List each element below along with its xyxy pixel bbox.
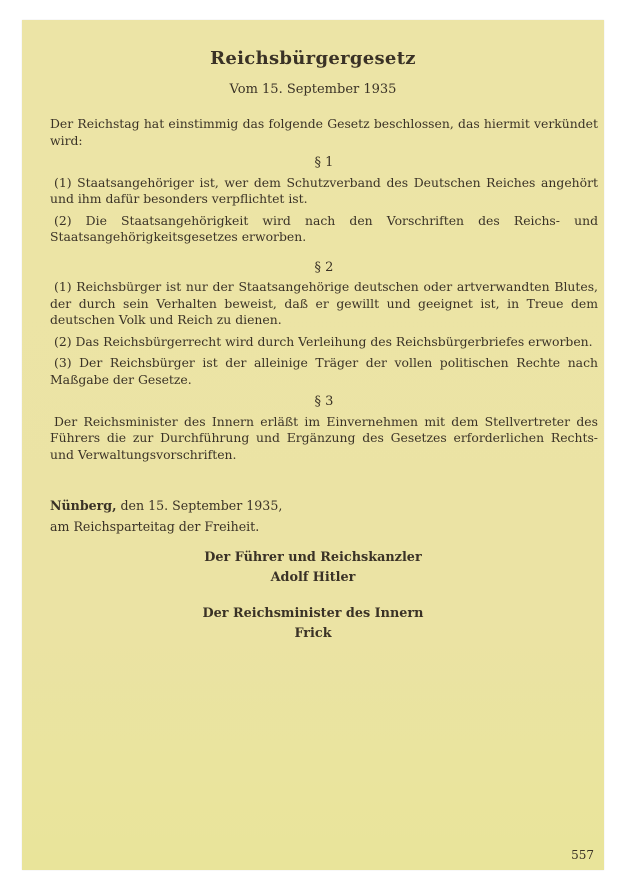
section-2-paragraph-2: (2) Das Reichsbürgerrecht wird durch Verleihung des Reichsbürgerbriefes erworben. <box>54 333 593 349</box>
page-number: 557 <box>571 848 594 862</box>
closing-line-1 <box>50 495 590 516</box>
document-page <box>22 20 604 870</box>
closing-block <box>50 495 590 537</box>
section-mark-3: § 3 <box>314 394 334 409</box>
section-2-paragraph-3: (3) Der Reichsbürger ist der alleinige Träger der vollen politischen Rechte nach Maßgabe der Gesetze. <box>50 355 598 387</box>
closing-place: Nünberg, <box>50 498 117 513</box>
closing-occasion: am Reichsparteitag der Freiheit. <box>50 519 260 534</box>
preamble: Der Reichstag hat einstimmig das folgende Gesetz beschlossen, das hiermit verkündet wird: <box>50 116 598 148</box>
document-date-line: Vom 15. September 1935 <box>229 82 397 97</box>
signature-1-name: Adolf Hitler <box>270 570 356 585</box>
signature-block-2 <box>22 604 604 644</box>
section-2-paragraph-1: (1) Reichsbürger ist nur der Staatsangehörige deutschen oder artverwandten Blutes, der durch sein Verhalten beweist, daß er gewillt und geeignet ist, in Treue dem deutschen Volk und Reich zu dienen. <box>50 279 598 327</box>
section-mark-2: § 2 <box>314 259 334 275</box>
closing-date: den 15. September 1935, <box>120 498 283 513</box>
signature-block-1 <box>22 548 604 588</box>
section-3-paragraph-1: Der Reichsminister des Innern erläßt im Einvernehmen mit dem Stellvertreter des Führers die zur Durchführung und Ergänzung des Gesetzes erforderlichen Rechts- und Verwaltungsvorschriften. <box>50 413 598 462</box>
signature-1-role: Der Führer und Reichskanzler <box>204 550 422 565</box>
section-mark-1: § 1 <box>314 155 334 170</box>
document-body <box>50 116 598 463</box>
signature-2-role: Der Reichsminister des Innern <box>202 606 424 621</box>
section-1-paragraph-2: (2) Die Staatsangehörigkeit wird nach den Vorschriften des Reichs- und Staatsangehörigkeitsgesetzes erworben. <box>50 212 598 244</box>
section-1-paragraph-1: (1) Staatsangehöriger ist, wer dem Schutzverband des Deutschen Reiches angehört und ihm dafür besonders verpflichtet ist. <box>50 174 598 206</box>
document-title: Reichsbürgergesetz <box>210 48 416 69</box>
signature-2-name: Frick <box>294 626 332 641</box>
